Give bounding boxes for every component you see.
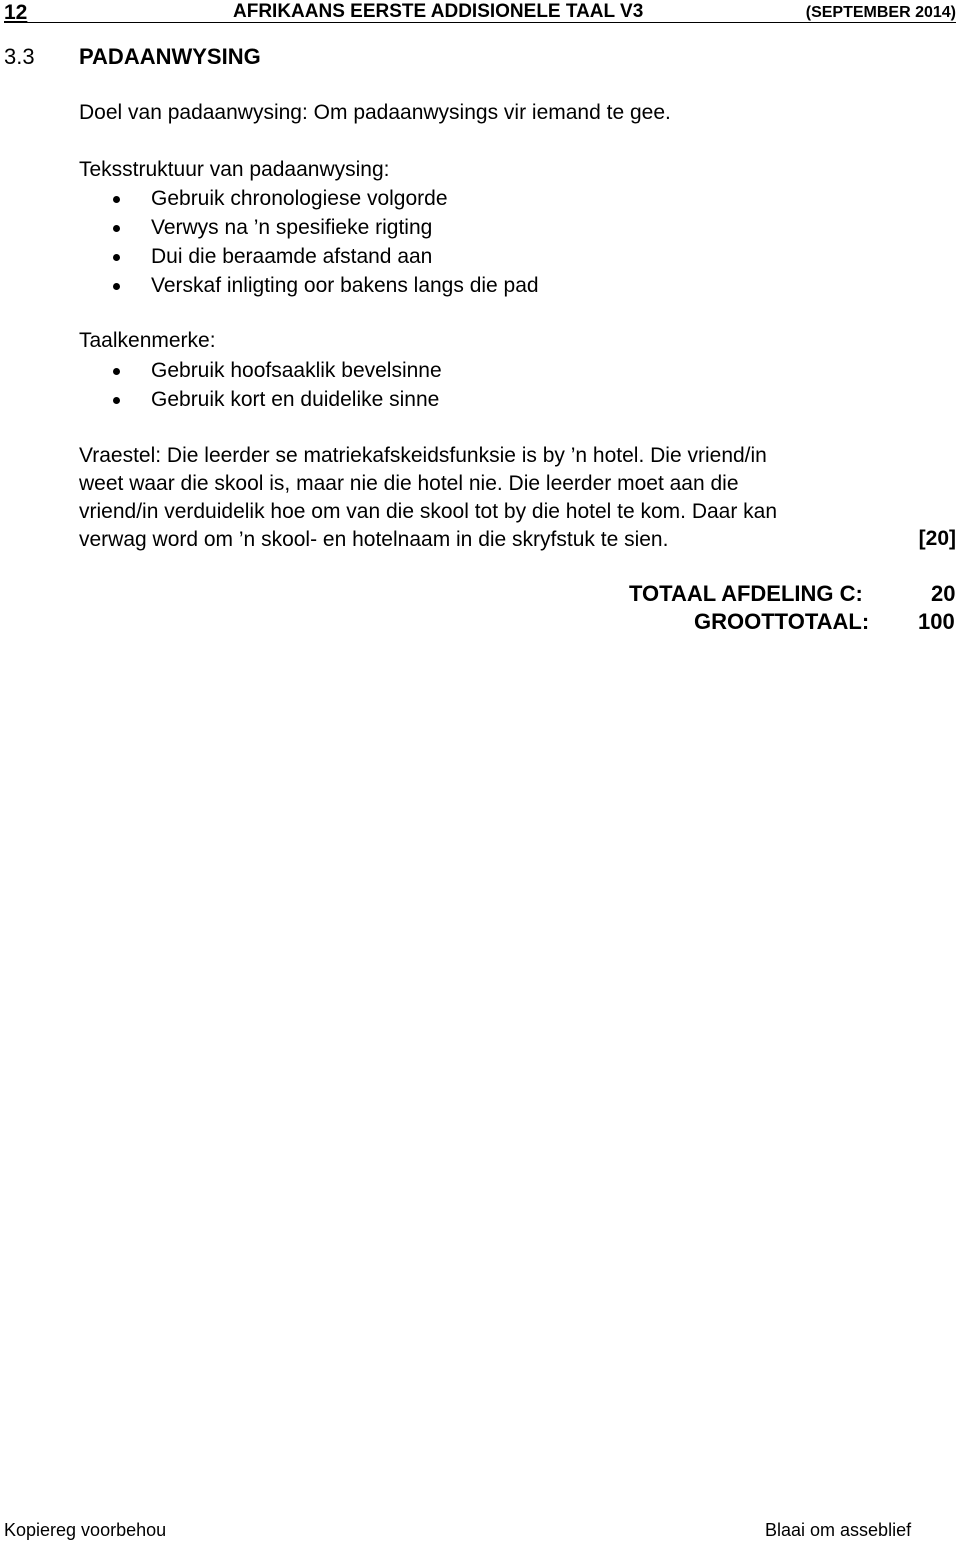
page-header [4, 0, 956, 23]
list-item: Gebruik hoofsaaklik bevelsinne [151, 358, 442, 387]
list-item: Verskaf inligting oor bakens langs die pad [151, 273, 539, 302]
language-features-heading: Taalkenmerke: [79, 329, 216, 352]
list-item: Dui die beraamde afstand aan [151, 244, 539, 273]
grand-total-value: 100 [918, 609, 955, 634]
document-title: AFRIKAANS EERSTE ADDISIONELE TAAL V3 [233, 1, 644, 22]
section-title: PADAANWYSING [79, 44, 261, 69]
turn-page-notice: Blaai om asseblief [765, 1520, 912, 1540]
text-structure-heading: Teksstruktuur van padaanwysing: [79, 158, 390, 181]
bullet-icon [113, 254, 120, 261]
list-item: Verwys na ’n spesifieke rigting [151, 215, 539, 244]
bullet-icon [113, 196, 120, 203]
bullet-icon [113, 225, 120, 232]
bullet-icon [113, 397, 120, 404]
document-date: (SEPTEMBER 2014) [805, 4, 956, 21]
language-features-list [151, 358, 442, 416]
question-text: Vraestel: Die leerder se matriekafskeidsfunksie is by ’n hotel. Die vriend/in weet waar die skool is, maar nie die hotel nie. Die leerder moet aan die vriend/in verduidelik hoe om van die skool tot by die hotel te kom. Daar kan verwag word om ’n skool- en hotelnaam in die skryfstuk te sien. [79, 444, 778, 551]
section-number: 3.3 [4, 44, 35, 69]
list-item: Gebruik chronologiese volgorde [151, 186, 539, 215]
purpose-text: Doel van padaanwysing: Om padaanwysings vir iemand te gee. [79, 101, 671, 124]
bullet-icon [113, 283, 120, 290]
section-total-value: 20 [931, 581, 956, 606]
bullet-icon [113, 368, 120, 375]
grand-total-label: GROOTTOTAAL: [694, 609, 870, 634]
section-total-label: TOTAAL AFDELING C: [629, 581, 863, 606]
copyright-notice: Kopiereg voorbehou [4, 1520, 167, 1540]
list-item: Gebruik kort en duidelike sinne [151, 387, 442, 416]
text-structure-list [151, 186, 539, 302]
question-marks: [20] [918, 527, 956, 550]
page-number: 12 [4, 1, 28, 24]
